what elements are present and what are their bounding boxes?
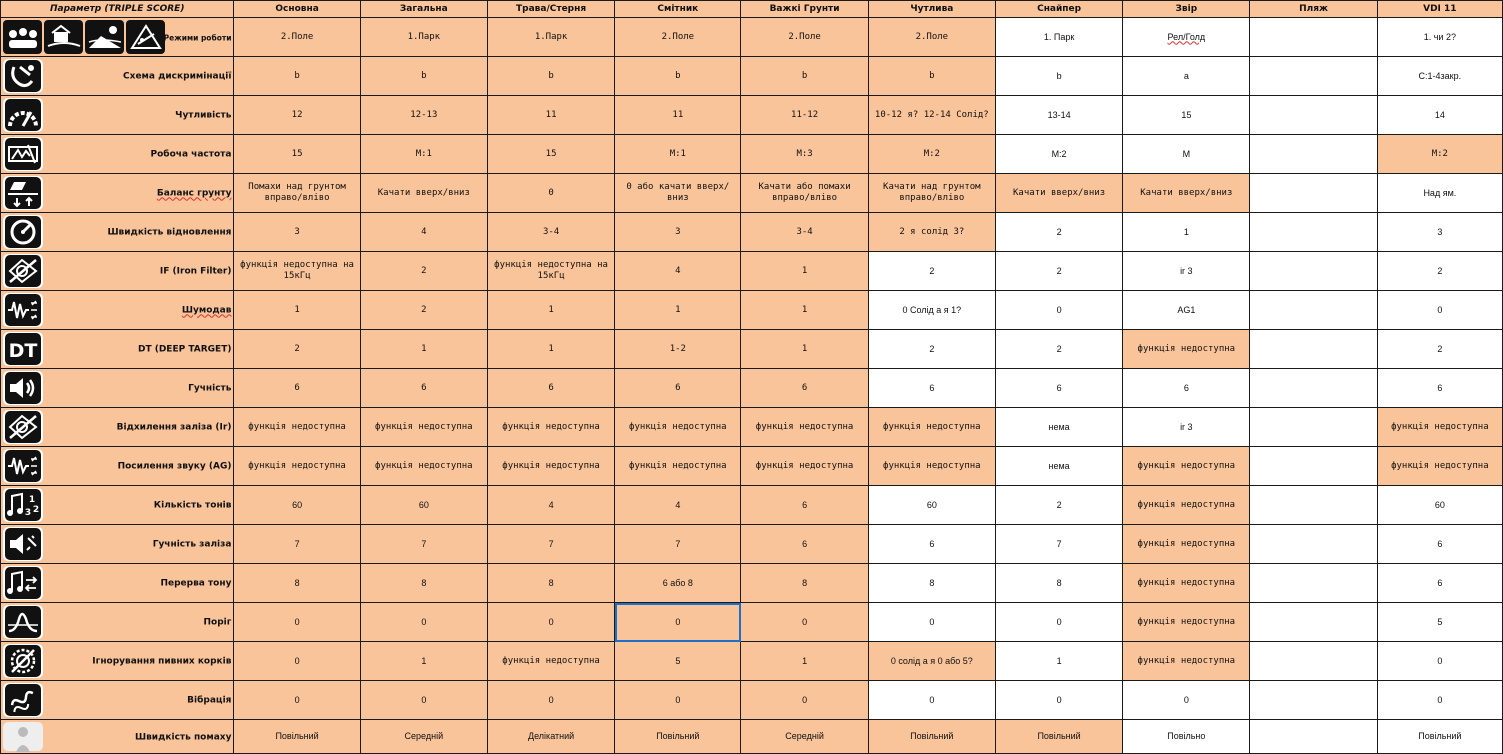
cell[interactable]: функція недоступна [1123,603,1250,642]
row-label: Ігнорування пивних корків [92,656,232,667]
row-header[interactable] [1,291,234,330]
cell[interactable]: 10-12 я? 12-14 Солід? [868,96,995,135]
cell[interactable]: функція недоступна [615,447,741,486]
cell[interactable]: 6 [995,369,1122,408]
cell[interactable]: 4 [360,213,487,252]
cell[interactable]: Середній [360,720,487,754]
cell[interactable]: функція недоступна [1123,564,1250,603]
table-row [1,135,1503,174]
column-header-zvir[interactable]: Звір [1123,1,1250,18]
cell[interactable]: 2.Поле [741,18,868,57]
row-header[interactable] [1,564,234,603]
cell[interactable]: 6 [868,369,995,408]
table-row [1,330,1503,369]
cell[interactable]: 0 [487,174,614,213]
cell[interactable]: 15 [1123,96,1250,135]
cell[interactable] [1250,486,1377,525]
row-label: Робоча частота [150,149,232,160]
row-header[interactable] [1,642,234,681]
row-header[interactable] [1,603,234,642]
row-header[interactable] [1,369,234,408]
cell[interactable]: Качати вверх/вниз [360,174,487,213]
field-mode-icon [85,20,124,54]
cell[interactable]: 0 [1377,681,1502,720]
tone-break-icon [3,566,43,600]
cell[interactable]: 6 [615,369,741,408]
cell[interactable]: 6 [1377,369,1502,408]
cell[interactable]: 6 або 8 [615,564,741,603]
cell[interactable]: 0 солід а я 0 або 5? [868,642,995,681]
cell[interactable]: 6 [487,369,614,408]
cell[interactable]: Качати або помахи вправо/вліво [741,174,868,213]
row-label: Відхилення заліза (Ir) [116,422,232,433]
cell[interactable]: b [741,57,868,96]
beach-mode-icon [126,20,165,54]
cell[interactable]: функція недоступна [1123,642,1250,681]
cell[interactable]: 0 [1377,642,1502,681]
row-header[interactable] [1,213,234,252]
row-label: Перерва тону [160,578,232,589]
cell[interactable]: 0 [995,291,1122,330]
cell[interactable]: M [1123,135,1250,174]
table-row [1,681,1503,720]
cell[interactable]: функція недоступна [487,642,614,681]
row-header[interactable] [1,447,234,486]
beer-cap-icon [3,644,43,678]
cell[interactable]: 6 [741,525,868,564]
cell[interactable]: b [234,57,360,96]
cell[interactable]: Повільний [995,720,1122,754]
cell[interactable]: 0 [741,603,868,642]
cell[interactable]: Повільно [1123,720,1250,754]
cell[interactable]: 5 [1377,603,1502,642]
volume-icon [3,371,43,405]
cell[interactable]: функція недоступна [741,408,868,447]
cell[interactable]: 7 [234,525,360,564]
cell[interactable] [1250,603,1377,642]
cell[interactable]: 2 [868,252,995,291]
ground-modes-icons [3,20,170,54]
row-label: Кількість тонів [153,500,232,511]
cell[interactable]: M:3 [741,135,868,174]
row-header[interactable] [1,135,234,174]
table-row [1,564,1503,603]
column-header-parameter[interactable]: Параметр (TRIPLE SCORE) [1,1,234,18]
cell[interactable]: 7 [995,525,1122,564]
cell[interactable]: 1 [360,330,487,369]
cell[interactable] [1250,18,1377,57]
svg-text:2: 2 [32,505,40,515]
row-label: Вібрація [187,695,232,706]
cell[interactable]: 2 [868,330,995,369]
cell[interactable]: 7 [487,525,614,564]
row-label: Гучність заліза [152,539,232,550]
cell[interactable]: 0 або качати вверх/вниз [615,174,741,213]
vibration-icon [3,683,43,717]
cell[interactable]: C:1-4закр. [1377,57,1502,96]
table-row [1,447,1503,486]
cell[interactable]: 8 [868,564,995,603]
cell[interactable] [1250,447,1377,486]
cell[interactable]: 2.Поле [615,18,741,57]
row-label: Посилення звуку (AG) [117,461,232,472]
noise-cancel-icon [3,293,43,327]
cell[interactable]: b [995,57,1122,96]
cell[interactable]: 0 [1123,681,1250,720]
cell[interactable]: функція недоступна [1123,525,1250,564]
cell[interactable]: 60 [360,486,487,525]
cell[interactable]: 11-12 [741,96,868,135]
cell[interactable]: 6 [741,486,868,525]
cell[interactable]: 0 [995,603,1122,642]
crowd-mode-icon [3,20,42,54]
cell[interactable]: функція недоступна [487,408,614,447]
row-header[interactable] [1,330,234,369]
cell[interactable]: 1. Парк [995,18,1122,57]
cell[interactable]: 2 [360,291,487,330]
row-label: Гучність [188,383,232,394]
svg-text:DT: DT [8,340,38,362]
cell[interactable]: Качати вверх/вниз [1123,174,1250,213]
cell[interactable]: 1. чи 2? [1377,18,1502,57]
row-header[interactable] [1,486,234,525]
cell[interactable]: Качати над грунтом вправо/вліво [868,174,995,213]
row-label: Баланс грунту [156,188,232,199]
table-row [1,96,1503,135]
column-header-pliazh[interactable]: Пляж [1250,1,1377,18]
cell[interactable]: 0 [487,681,614,720]
cell[interactable]: 3 [1377,213,1502,252]
iron-volume-icon [3,527,43,561]
svg-text:3: 3 [24,508,32,518]
cell[interactable] [1250,408,1377,447]
table-row [1,174,1503,213]
iron-filter-icon [3,254,43,288]
table-row [1,291,1503,330]
cell[interactable]: 1 [1123,213,1250,252]
cell[interactable]: 2.Поле [234,18,360,57]
cell[interactable]: 0 Солід а я 1? [868,291,995,330]
cell[interactable]: 6 [868,525,995,564]
row-header[interactable] [1,252,234,291]
cell[interactable]: ir 3 [1123,408,1250,447]
cell[interactable]: 2 [234,330,360,369]
cell[interactable]: функція недоступна [1123,486,1250,525]
cell[interactable]: 0 [487,603,614,642]
column-header-vazhki-grunty[interactable]: Важкі Грунти [741,1,868,18]
table-row [1,486,1503,525]
cell[interactable]: Повільний [1377,720,1502,754]
cell[interactable]: 1 [615,291,741,330]
cell[interactable]: 8 [487,564,614,603]
cell[interactable]: 14 [1377,96,1502,135]
cell[interactable]: функція недоступна [868,408,995,447]
cell[interactable]: Рел/Голд [1123,18,1250,57]
cell[interactable]: функція недоступна [487,447,614,486]
row-label: Швидкість помаху [134,732,232,743]
cell[interactable]: Середній [741,720,868,754]
cell[interactable]: функція недоступна [741,447,868,486]
cell[interactable]: нема [995,408,1122,447]
cell[interactable]: 12-13 [360,96,487,135]
cell[interactable]: функція недоступна [868,447,995,486]
cell[interactable]: 13-14 [995,96,1122,135]
cell[interactable]: функція недоступна [615,408,741,447]
cell[interactable]: функція недоступна [234,447,360,486]
cell[interactable]: 8 [360,564,487,603]
sensitivity-gauge-icon [3,98,43,132]
cell[interactable]: Повільний [615,720,741,754]
row-header[interactable] [1,18,234,57]
table-row [1,369,1503,408]
cell[interactable]: 1.Парк [487,18,614,57]
cell[interactable]: функція недоступна на 15кГц [234,252,360,291]
cell[interactable]: 6 [1377,564,1502,603]
row-header[interactable] [1,525,234,564]
cell[interactable] [1250,57,1377,96]
column-header-smitnyk[interactable]: Смітник [615,1,741,18]
cell[interactable]: 2 [995,330,1122,369]
cell[interactable]: M:1 [615,135,741,174]
svg-text:1: 1 [28,495,36,505]
cell[interactable]: 8 [995,564,1122,603]
cell[interactable]: Качати вверх/вниз [995,174,1122,213]
cell[interactable]: функція недоступна [234,408,360,447]
cell[interactable]: 60 [1377,486,1502,525]
cell[interactable] [1250,720,1377,754]
cell[interactable] [1250,369,1377,408]
row-header[interactable] [1,408,234,447]
cell[interactable]: 6 [234,369,360,408]
cell[interactable]: 3-4 [741,213,868,252]
row-label: Схема дискримінації [123,71,232,82]
cell[interactable]: 4 [615,252,741,291]
cell[interactable]: 1-2 [615,330,741,369]
cell[interactable]: 6 [1377,525,1502,564]
cell[interactable]: 2.Поле [868,18,995,57]
cell[interactable]: 0 [868,603,995,642]
cell[interactable]: 5 [615,642,741,681]
cell[interactable]: b [615,57,741,96]
cell[interactable]: Делікатний [487,720,614,754]
table-row [1,252,1503,291]
deep-target-icon [3,332,43,366]
audio-gain-icon [3,449,43,483]
cell[interactable]: 6 [360,369,487,408]
row-label: Швидкість відновлення [107,227,232,238]
swing-speed-icon [3,722,43,751]
cell[interactable]: 2 [995,252,1122,291]
cell[interactable]: AG1 [1123,291,1250,330]
cell[interactable]: Над ям. [1377,174,1502,213]
cell[interactable] [1250,330,1377,369]
cell[interactable]: 60 [234,486,360,525]
cell[interactable]: 2 [1377,252,1502,291]
cell[interactable]: 1 [741,642,868,681]
cell[interactable]: 0 [234,603,360,642]
cell[interactable]: 8 [234,564,360,603]
cell[interactable]: 11 [615,96,741,135]
cell[interactable]: 2 [360,252,487,291]
cell[interactable]: 1 [487,291,614,330]
table-row [1,525,1503,564]
row-label: Чутливість [175,110,232,121]
cell[interactable]: функція недоступна [360,408,487,447]
table-row [1,18,1503,57]
cell[interactable] [1250,174,1377,213]
cell[interactable]: 0 [615,681,741,720]
cell[interactable]: ir 3 [1123,252,1250,291]
cell[interactable]: 15 [234,135,360,174]
cell[interactable]: 4 [615,486,741,525]
cell[interactable]: 0 [360,681,487,720]
column-header-trava-sternia[interactable]: Трава/Стерня [487,1,614,18]
recovery-speed-icon [3,215,43,249]
cell[interactable]: 15 [487,135,614,174]
cell[interactable]: 6 [741,369,868,408]
table-row [1,408,1503,447]
cell[interactable]: 1 [741,291,868,330]
cell[interactable]: 0 [868,681,995,720]
cell[interactable] [1250,642,1377,681]
cell[interactable]: Повільний [234,720,360,754]
row-label: Поріг [203,617,232,628]
cell[interactable]: 3-4 [487,213,614,252]
cell[interactable]: 0 [234,681,360,720]
cell[interactable] [1250,252,1377,291]
cell[interactable]: M:2 [1377,135,1502,174]
tones-icon [3,488,43,522]
table-row [1,720,1503,754]
column-header-chutlyva[interactable]: Чутлива [868,1,995,18]
cell[interactable]: 0 [1377,291,1502,330]
cell[interactable] [1250,525,1377,564]
cell[interactable]: 1 [741,330,868,369]
threshold-icon [3,605,43,639]
row-label: IF (Iron Filter) [159,266,232,277]
cell[interactable]: нема [995,447,1122,486]
column-header-zagalna[interactable]: Загальна [360,1,487,18]
cell[interactable]: M:1 [360,135,487,174]
farm-mode-icon [44,20,83,54]
cell[interactable] [1250,213,1377,252]
row-header[interactable] [1,720,234,754]
row-header[interactable] [1,174,234,213]
row-header[interactable] [1,57,234,96]
discrimination-icon [3,59,43,93]
column-header-vdi-11[interactable]: VDI 11 [1377,1,1502,18]
cell[interactable]: 2 я солід 3? [868,213,995,252]
cell[interactable]: 7 [360,525,487,564]
cell[interactable]: функція недоступна [1123,330,1250,369]
cell[interactable] [1250,681,1377,720]
frequency-icon [3,137,43,171]
cell[interactable]: 12 [234,96,360,135]
cell[interactable]: 1 [995,642,1122,681]
column-header-snaiper[interactable]: Снайпер [995,1,1122,18]
cell[interactable] [1250,564,1377,603]
cell[interactable]: Помахи над грунтом вправо/вліво [234,174,360,213]
cell[interactable]: a [1123,57,1250,96]
cell[interactable]: функція недоступна [1377,408,1502,447]
cell[interactable]: 3 [234,213,360,252]
cell[interactable]: 2 [995,486,1122,525]
row-label: Шумодав [181,305,232,316]
cell[interactable]: функція недоступна [1377,447,1502,486]
cell[interactable]: 4 [487,486,614,525]
cell[interactable]: 60 [868,486,995,525]
cell[interactable]: 1 [360,642,487,681]
cell[interactable]: b [360,57,487,96]
cell[interactable]: 1.Парк [360,18,487,57]
table-row [1,642,1503,681]
cell[interactable]: 1 [741,252,868,291]
selected-cell[interactable]: 0 [615,603,741,642]
cell[interactable] [1250,135,1377,174]
ground-balance-icon [3,176,43,210]
cell[interactable]: функція недоступна [1123,447,1250,486]
cell[interactable]: 1 [487,330,614,369]
iron-reject-icon [3,410,43,444]
cell[interactable]: b [868,57,995,96]
cell[interactable]: 3 [615,213,741,252]
table-row [1,57,1503,96]
cell[interactable]: 1 [234,291,360,330]
cell[interactable]: 6 [1123,369,1250,408]
cell[interactable]: 8 [741,564,868,603]
header-row [1,1,1503,18]
cell[interactable]: 0 [741,681,868,720]
cell[interactable]: 11 [487,96,614,135]
row-header[interactable] [1,96,234,135]
cell[interactable] [1250,96,1377,135]
column-header-osnovna[interactable]: Основна [234,1,360,18]
cell[interactable]: M:2 [868,135,995,174]
cell[interactable]: 0 [360,603,487,642]
cell[interactable]: M:2 [995,135,1122,174]
cell[interactable]: 0 [234,642,360,681]
cell[interactable]: 0 [995,681,1122,720]
row-header[interactable] [1,681,234,720]
row-label: Режими роботи [163,33,232,43]
cell[interactable]: b [487,57,614,96]
row-label: DT (DEEP TARGET) [137,344,232,355]
cell[interactable] [1250,291,1377,330]
cell[interactable]: функція недоступна на 15кГц [487,252,614,291]
table-row [1,213,1503,252]
cell[interactable]: 7 [615,525,741,564]
cell[interactable]: 2 [995,213,1122,252]
cell[interactable]: Повільний [868,720,995,754]
cell[interactable]: 2 [1377,330,1502,369]
table-row [1,603,1503,642]
cell[interactable]: функція недоступна [360,447,487,486]
